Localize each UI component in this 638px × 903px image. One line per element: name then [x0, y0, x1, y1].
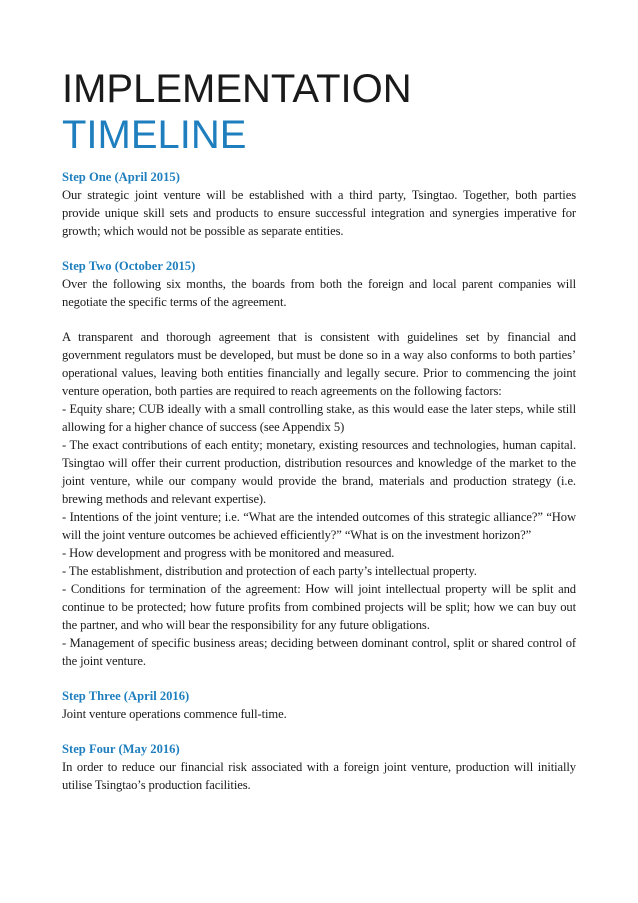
step-four-section [62, 740, 576, 794]
factor-item: - Conditions for termination of the agreement: How will joint intellectual property will be split and continue to be protected; how future profits from combined projects will be split; how we can buy out the partner, and who will bear the responsibility for any future obligations. [62, 582, 576, 632]
step-one-heading: Step One (April 2015) [62, 170, 180, 184]
factor-item: - Equity share; CUB ideally with a small controlling stake, as this would ease the later steps, while still allowing for a higher chance of success (see Appendix 5) [62, 402, 576, 434]
step-two-section [62, 257, 576, 670]
factor-item: - The establishment, distribution and protection of each party’s intellectual property. [62, 564, 477, 578]
step-one-section [62, 168, 576, 240]
step-three-heading: Step Three (April 2016) [62, 689, 190, 703]
page-title [62, 66, 576, 158]
step-two-heading: Step Two (October 2015) [62, 259, 196, 273]
step-three-section [62, 687, 576, 723]
document-page [62, 66, 576, 811]
factor-item: - Management of specific business areas; deciding between dominant control, split or shared control of the joint venture. [62, 636, 576, 668]
step-two-paragraph-1: Over the following six months, the boards from both the foreign and local parent companies will negotiate the specific terms of the agreement. [62, 277, 576, 309]
factor-item: - Intentions of the joint venture; i.e. “What are the intended outcomes of this strategic alliance?” “How will the joint venture outcomes be achieved efficiently?” “What is on the investment horizon?” [62, 510, 576, 542]
step-two-paragraph-2: A transparent and thorough agreement that is consistent with guidelines set by financial and government regulators must be developed, but must be done so in a way also conforms to both parties’ operational values, leaving both entities financially and legally secure. Prior to commencing the joint venture operation, both parties are required to reach agreements on the following factors: [62, 330, 576, 398]
step-four-heading: Step Four (May 2016) [62, 742, 180, 756]
step-one-paragraph: Our strategic joint venture will be established with a third party, Tsingtao. Together, both parties provide unique skill sets and products to ensure successful integration and synergies imperative for growth; which would not be possible as separate entities. [62, 188, 576, 238]
step-four-paragraph: In order to reduce our financial risk associated with a foreign joint venture, production will initially utilise Tsingtao’s production facilities. [62, 760, 576, 792]
title-line-2: TIMELINE [62, 113, 247, 157]
title-line-1: IMPLEMENTATION [62, 67, 412, 111]
step-three-paragraph: Joint venture operations commence full-time. [62, 707, 287, 721]
factor-item: - How development and progress with be monitored and measured. [62, 546, 395, 560]
factor-item: - The exact contributions of each entity; monetary, existing resources and technologies, human capital. Tsingtao will offer their current production, distribution resources and knowledge of the market to the joint venture, while our company would provide the brand, materials and production strategy (i.e. brewing methods and relevant expertise). [62, 438, 576, 506]
factors-list [62, 400, 576, 670]
